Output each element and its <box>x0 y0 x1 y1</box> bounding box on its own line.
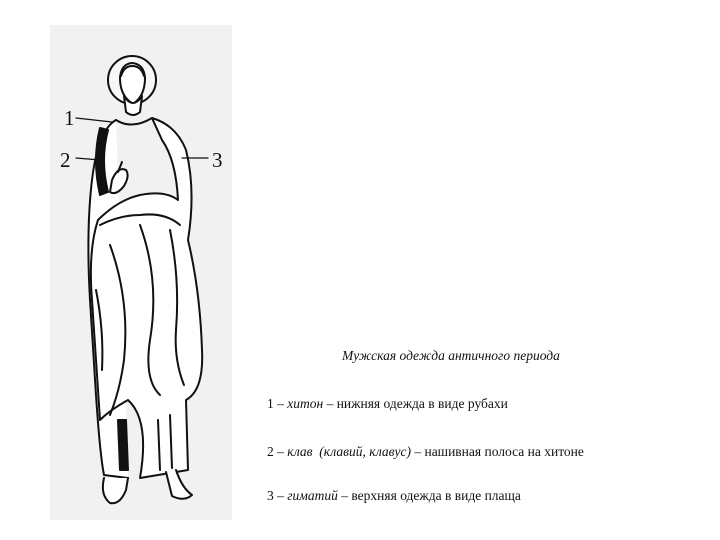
legend-term: гиматий <box>287 488 338 503</box>
clavus-lower <box>118 420 128 470</box>
legend-item-clavus <box>267 444 584 460</box>
legend-dash: – <box>273 488 288 503</box>
legend-definition: – верхняя одежда в виде плаща <box>337 488 521 503</box>
legend-dash: – <box>273 444 288 459</box>
legend-number: 2 <box>267 444 274 459</box>
legend-term: клав <box>287 444 313 459</box>
legend-alternate-names: (клавий, клавус) <box>312 444 411 459</box>
legend-item-chiton <box>267 396 508 412</box>
legend-number: 1 <box>267 396 274 411</box>
legend-number: 3 <box>267 488 274 503</box>
legend-definition: – нашивная полоса на хитоне <box>410 444 584 459</box>
caption-title: Мужская одежда античного периода <box>342 348 560 363</box>
leader-1 <box>76 118 112 122</box>
legend-term: хитон <box>287 396 324 411</box>
legend-dash: – <box>273 396 288 411</box>
callout-2: 2 <box>60 148 71 172</box>
callout-1: 1 <box>64 106 75 130</box>
left-foot <box>103 478 128 503</box>
legend-item-himation <box>267 488 521 504</box>
right-foot <box>166 470 192 499</box>
callout-3: 3 <box>212 148 223 172</box>
legend-definition: – нижняя одежда в виде рубахи <box>323 396 508 411</box>
neckline <box>116 118 152 125</box>
